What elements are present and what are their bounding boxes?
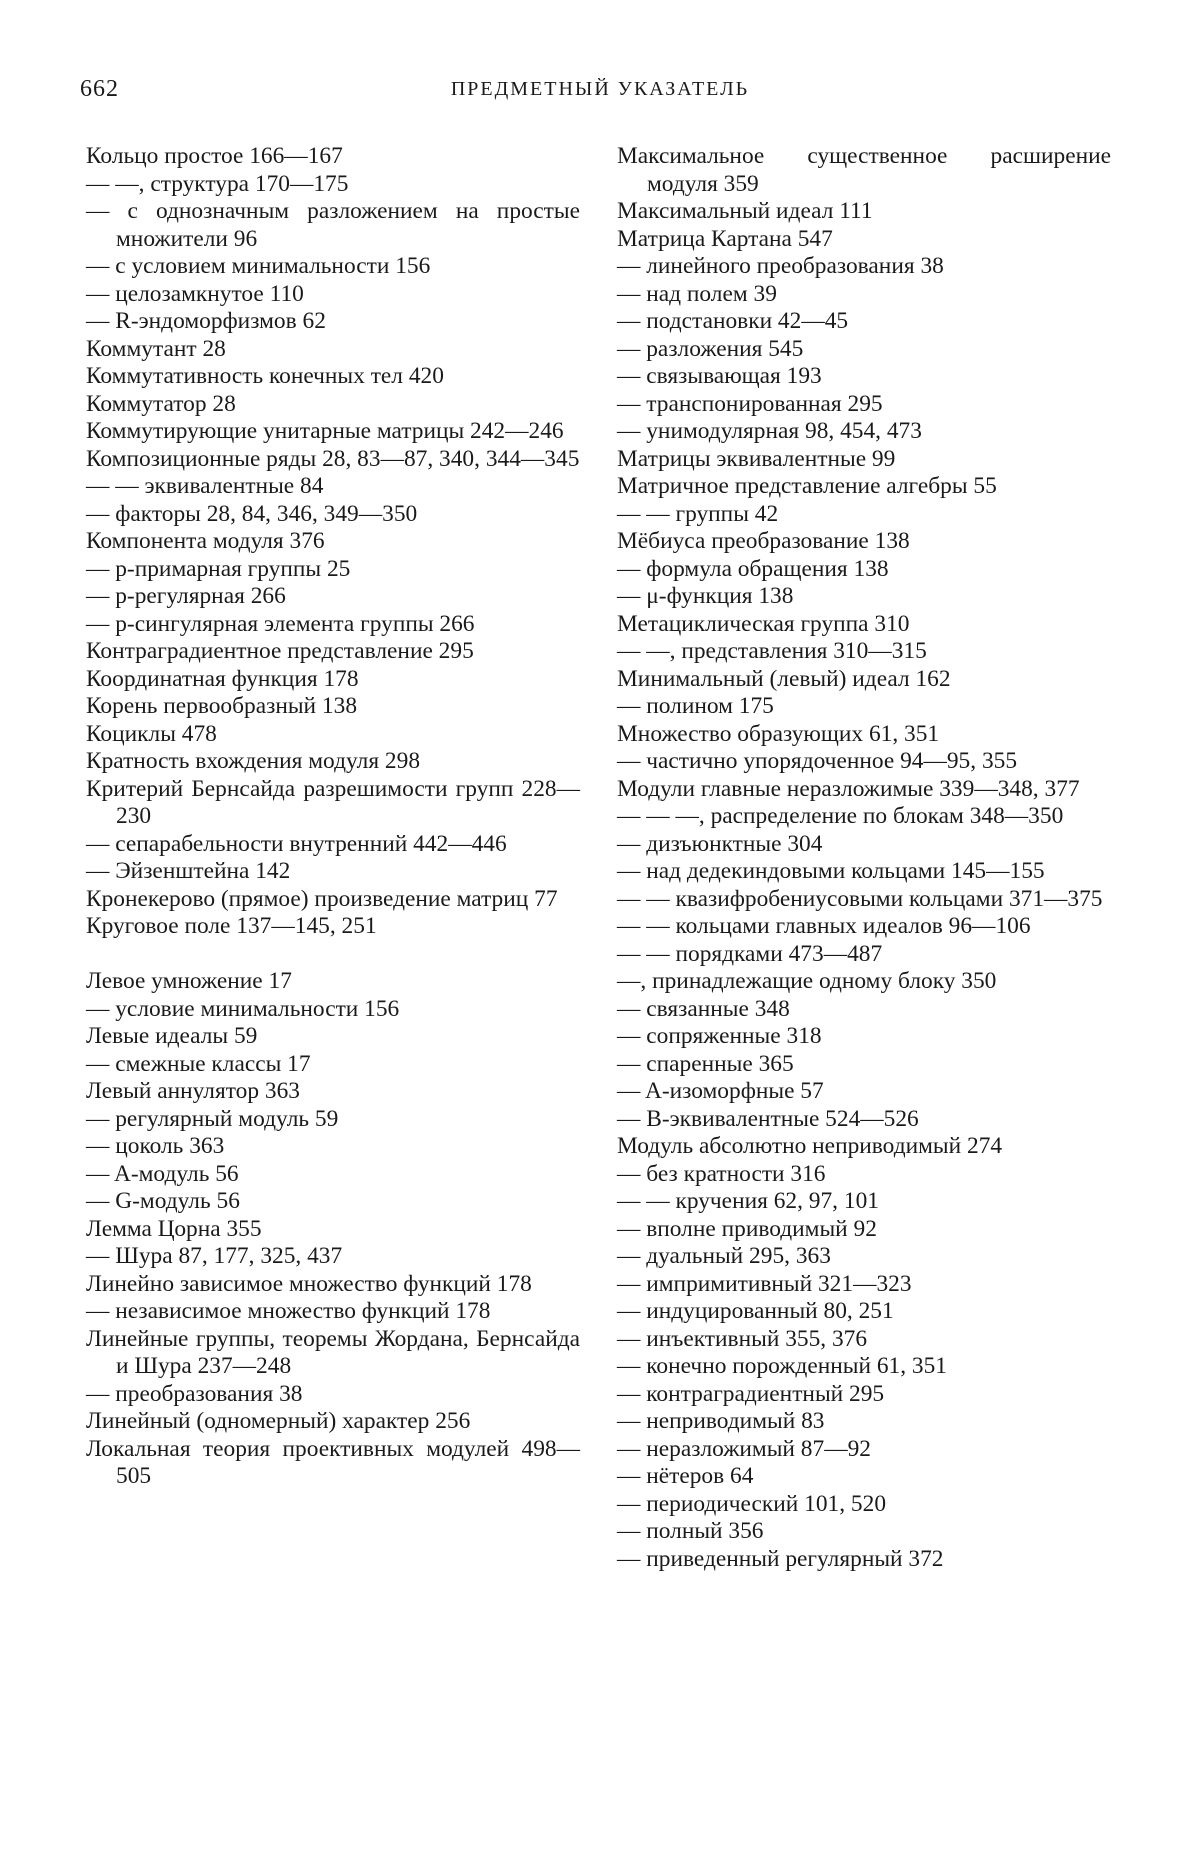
index-entry: — условие минимальности 156 <box>86 995 400 1022</box>
index-entry: — подстановки 42—45 <box>617 308 849 334</box>
index-entry: — μ-функция 138 <box>617 583 794 609</box>
index-entry: — импримитивный 321—323 <box>617 1270 912 1297</box>
index-entry: — с условием минимальности 156 <box>86 253 431 279</box>
index-entry: — — кольцами главных идеалов 96—106 <box>617 913 1031 939</box>
index-entry: — полный 356 <box>617 1518 764 1544</box>
index-column-left <box>86 143 580 1491</box>
index-entry: Коммутирующие унитарные матрицы 242—246 <box>86 418 564 444</box>
index-entry: — над дедекиндовыми кольцами 145—155 <box>617 858 1045 884</box>
index-entry: Коммутант 28 <box>86 335 226 362</box>
index-entry: — Эйзенштейна 142 <box>86 858 291 884</box>
index-entry: — p-сингулярная элемента группы 266 <box>86 610 475 637</box>
index-entry: Линейно зависимое множество функций 178 <box>86 1270 532 1297</box>
index-entry: Метациклическая группа 310 <box>617 610 910 637</box>
index-entry: — индуцированный 80, 251 <box>617 1298 894 1324</box>
index-entry: Мёбиуса преобразование 138 <box>617 528 910 554</box>
index-entry: — формула обращения 138 <box>617 555 889 582</box>
index-entry: Линейные группы, теоремы Жордана, Бернсайда и Шура 237—248 <box>86 1325 580 1379</box>
index-entry: — унимодулярная 98, 454, 473 <box>617 418 922 444</box>
index-entry: — спаренные 365 <box>617 1050 794 1077</box>
index-entry: Кольцо простое 166—167 <box>86 143 343 169</box>
index-entry: — связывающая 193 <box>617 363 822 389</box>
index-entry: — — порядками 473—487 <box>617 940 883 967</box>
index-entry: — G-модуль 56 <box>86 1188 240 1214</box>
index-column-right <box>617 143 1111 1573</box>
index-entry: — A-изоморфные 57 <box>617 1078 824 1104</box>
index-entry: — неразложимый 87—92 <box>617 1435 871 1462</box>
index-entry: — без кратности 316 <box>617 1160 826 1187</box>
index-entry: Левый аннулятор 363 <box>86 1078 300 1104</box>
index-entry: — регулярный модуль 59 <box>86 1105 339 1132</box>
index-entry: — B-эквивалентные 524—526 <box>617 1105 919 1132</box>
index-entry: — периодический 101, 520 <box>617 1490 887 1517</box>
index-entry: — линейного преобразования 38 <box>617 253 944 279</box>
index-entry: Модули главные неразложимые 339—348, 377 <box>617 775 1080 802</box>
index-entry: Максимальное существенное расширение модуля 359 <box>617 143 1111 197</box>
index-entry: — преобразования 38 <box>86 1380 303 1407</box>
index-entry: — — квазифробениусовыми кольцами 371—375 <box>617 885 1103 912</box>
index-entry: — смежные классы 17 <box>86 1050 311 1077</box>
index-entry: — разложения 545 <box>617 335 804 362</box>
running-title: ПРЕДМЕТНЫЙ УКАЗАТЕЛЬ <box>450 78 750 100</box>
index-entry: — цоколь 363 <box>86 1133 225 1159</box>
index-entry: — факторы 28, 84, 346, 349—350 <box>86 500 418 527</box>
index-entry: Множество образующих 61, 351 <box>617 720 940 747</box>
index-entry: Критерий Бернсайда разрешимости групп 228—230 <box>86 775 580 829</box>
index-entry: — целозамкнутое 110 <box>86 280 304 307</box>
index-entry: — контраградиентный 295 <box>617 1380 885 1407</box>
index-entry: — дуальный 295, 363 <box>617 1243 831 1269</box>
index-entry: Координатная функция 178 <box>86 665 359 692</box>
index-entry: Матрицы эквивалентные 99 <box>617 445 896 472</box>
index-entry: — независимое множество функций 178 <box>86 1298 491 1324</box>
index-entry: Компонента модуля 376 <box>86 528 325 554</box>
index-entry: — —, структура 170—175 <box>86 170 349 197</box>
index-entry: — A-модуль 56 <box>86 1160 239 1187</box>
index-entry: Матрица Картана 547 <box>617 225 833 252</box>
index-entry: Лемма Цорна 355 <box>86 1215 262 1242</box>
index-entry: — дизъюнктные 304 <box>617 830 823 857</box>
index-entry: Левые идеалы 59 <box>86 1023 258 1049</box>
index-entry: — приведенный регулярный 372 <box>617 1545 944 1572</box>
index-entry: — полином 175 <box>617 693 774 719</box>
index-entry: Локальная теория проективных модулей 498—505 <box>86 1435 580 1489</box>
index-entry: — — группы 42 <box>617 500 779 527</box>
index-entry: — R-эндоморфизмов 62 <box>86 308 326 334</box>
index-entry: Кронекерово (прямое) произведение матриц 77 <box>86 885 558 912</box>
index-entry: — сопряженные 318 <box>617 1023 822 1049</box>
index-entry: — связанные 348 <box>617 995 790 1022</box>
index-entry: Композиционные ряды 28, 83—87, 340, 344—345 <box>86 445 580 472</box>
index-entry: Коммутативность конечных тел 420 <box>86 363 444 389</box>
index-entry: Коциклы 478 <box>86 720 217 747</box>
index-entry: Контраградиентное представление 295 <box>86 638 474 664</box>
index-entry: — вполне приводимый 92 <box>617 1215 877 1242</box>
index-entry: — Шура 87, 177, 325, 437 <box>86 1243 343 1269</box>
index-entry: — с однозначным разложением на простые множители 96 <box>86 198 580 252</box>
index-entry: Коммутатор 28 <box>86 390 236 417</box>
index-entry: Круговое поле 137—145, 251 <box>86 913 377 939</box>
index-entry: Матричное представление алгебры 55 <box>617 473 997 499</box>
index-entry: — сепарабельности внутренний 442—446 <box>86 830 507 857</box>
index-entry: Максимальный идеал 111 <box>617 198 873 224</box>
index-entry: — инъективный 355, 376 <box>617 1325 868 1352</box>
page-number: 662 <box>80 76 119 102</box>
index-entry: Левое умножение 17 <box>86 968 292 994</box>
index-entry: — — эквивалентные 84 <box>86 473 324 499</box>
index-entry: — нётеров 64 <box>617 1463 754 1489</box>
index-entry: —, принадлежащие одному блоку 350 <box>617 968 997 994</box>
index-entry: Кратность вхождения модуля 298 <box>86 748 421 774</box>
index-entry: — неприводимый 83 <box>617 1408 825 1434</box>
index-entry: Корень первообразный 138 <box>86 693 358 719</box>
index-entry: — — кручения 62, 97, 101 <box>617 1188 879 1214</box>
index-entry: — транспонированная 295 <box>617 390 883 417</box>
index-entry: Минимальный (левый) идеал 162 <box>617 665 951 692</box>
index-entry: — p-примарная группы 25 <box>86 555 351 582</box>
index-entry: Модуль абсолютно неприводимый 274 <box>617 1133 1003 1159</box>
index-entry: — частично упорядоченное 94—95, 355 <box>617 748 1018 774</box>
index-entry: — — —, распределение по блокам 348—350 <box>617 803 1064 829</box>
index-entry: Линейный (одномерный) характер 256 <box>86 1408 471 1434</box>
index-entry: — p-регулярная 266 <box>86 583 286 609</box>
index-entry: — —, представления 310—315 <box>617 638 927 664</box>
index-entry: — над полем 39 <box>617 280 777 307</box>
index-entry: — конечно порожденный 61, 351 <box>617 1353 948 1379</box>
